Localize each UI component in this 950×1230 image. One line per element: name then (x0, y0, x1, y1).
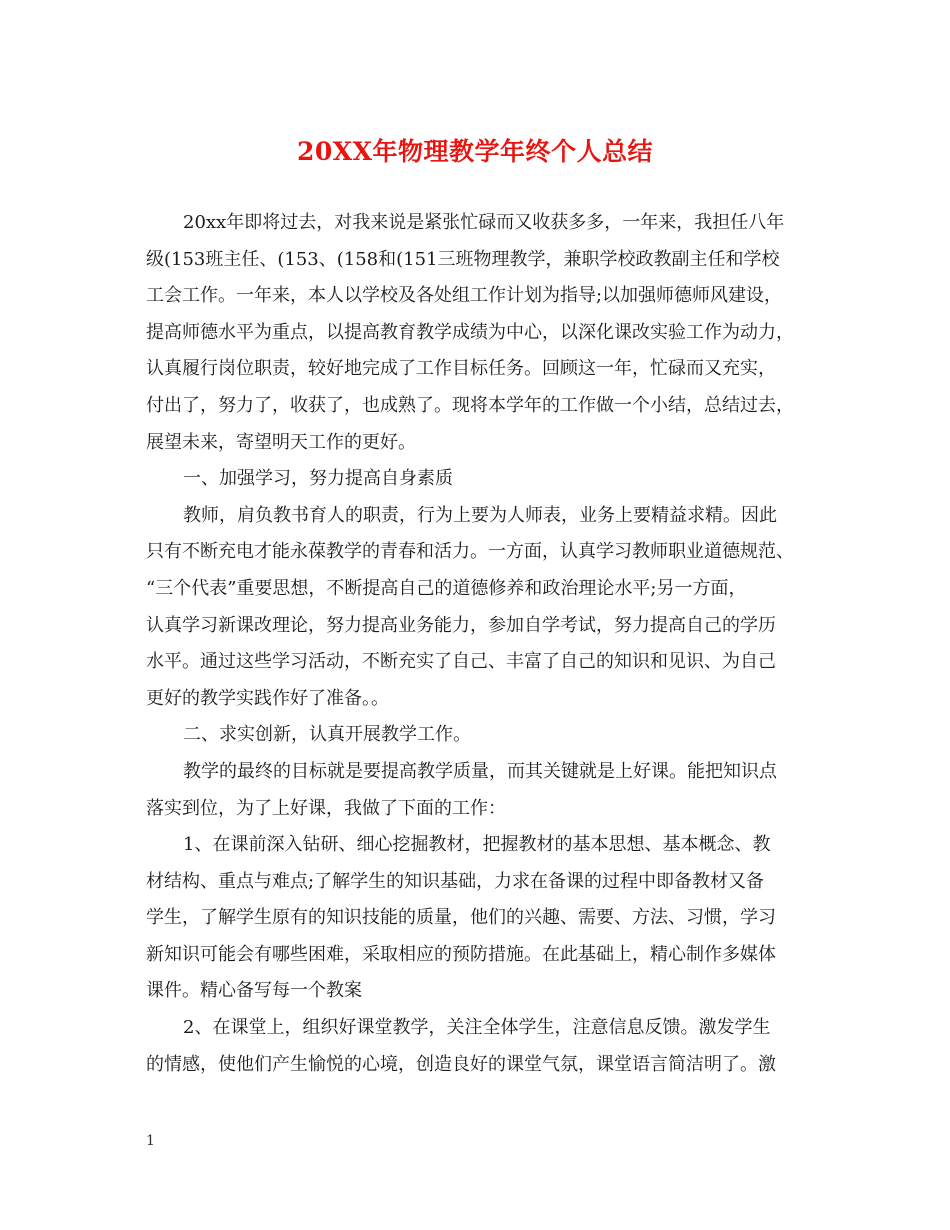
paragraph-line: 展望未来，寄望明天工作的更好。 (146, 431, 416, 453)
paragraph-line: 2、在课堂上，组织好课堂教学，关注全体学生，注意信息反馈。激发学生 (183, 1017, 771, 1039)
paragraph-line: 的情感，使他们产生愉悦的心境，创造良好的课堂气氛，课堂语言简洁明了。激 (146, 1053, 776, 1075)
paragraph-line: 新知识可能会有哪些困难，采取相应的预防措施。在此基础上，精心制作多媒体 (146, 943, 776, 965)
paragraph-line: 教学的最终的目标就是要提高教学质量，而其关键就是上好课。能把知识点 (183, 760, 777, 782)
paragraph-line: 级(153班主任、(153、(158和(151三班物理教学，兼职学校政教副主任和学校 (146, 248, 780, 270)
document-title: 20XX年物理教学年终个人总结 (296, 137, 654, 166)
paragraph-line: 学生，了解学生原有的知识技能的质量，他们的兴趣、需要、方法、习惯，学习 (146, 907, 776, 929)
document-body (146, 205, 806, 1083)
paragraph-line: 更好的教学实践作好了准备。。 (146, 687, 389, 709)
paragraph-line: 认真学习新课改理论，努力提高业务能力，参加自学考试，努力提高自己的学历 (146, 614, 776, 636)
paragraph-line: 工会工作。一年来，本人以学校及各处组工作计划为指导;以加强师德师风建设， (146, 285, 783, 307)
paragraph-line: “三个代表”重要思想，不断提高自己的道德修养和政治理论水平;另一方面， (146, 577, 747, 599)
paragraph-line: 提高师德水平为重点，以提高教育教学成绩为中心，以深化课改实验工作为动力， (146, 321, 794, 343)
paragraph-line: 课件。精心备写每一个教案 (146, 980, 362, 1002)
paragraph-line: 20xx年即将过去，对我来说是紧张忙碌而又收获多多，一年来，我担任八年 (183, 212, 785, 233)
paragraph-line: 只有不断充电才能永葆教学的青春和活力。一方面，认真学习教师职业道德规范、 (146, 541, 794, 563)
paragraph-line: 教师，肩负教书育人的职责，行为上要为人师表，业务上要精益求精。因此 (183, 504, 777, 526)
paragraph-line: 认真履行岗位职责，较好地完成了工作目标任务。回顾这一年，忙碌而又充实， (146, 358, 776, 380)
paragraph-line: 材结构、重点与难点;了解学生的知识基础，力求在备课的过程中即备教材又备 (146, 870, 765, 892)
page-number: 1 (146, 1133, 155, 1149)
section-heading: 一、加强学习，努力提高自身素质 (183, 468, 453, 490)
paragraph-line: 1、在课前深入钻研、细心挖掘教材，把握教材的基本思想、基本概念、教 (183, 834, 771, 856)
section-heading: 二、求实创新，认真开展教学工作。 (183, 724, 471, 746)
paragraph-line: 落实到位，为了上好课，我做了下面的工作： (146, 797, 506, 819)
paragraph-line: 水平。通过这些学习活动，不断充实了自己、丰富了自己的知识和见识、为自己 (146, 651, 776, 673)
paragraph-line: 付出了，努力了，收获了，也成熟了。现将本学年的工作做一个小结，总结过去， (146, 394, 794, 416)
